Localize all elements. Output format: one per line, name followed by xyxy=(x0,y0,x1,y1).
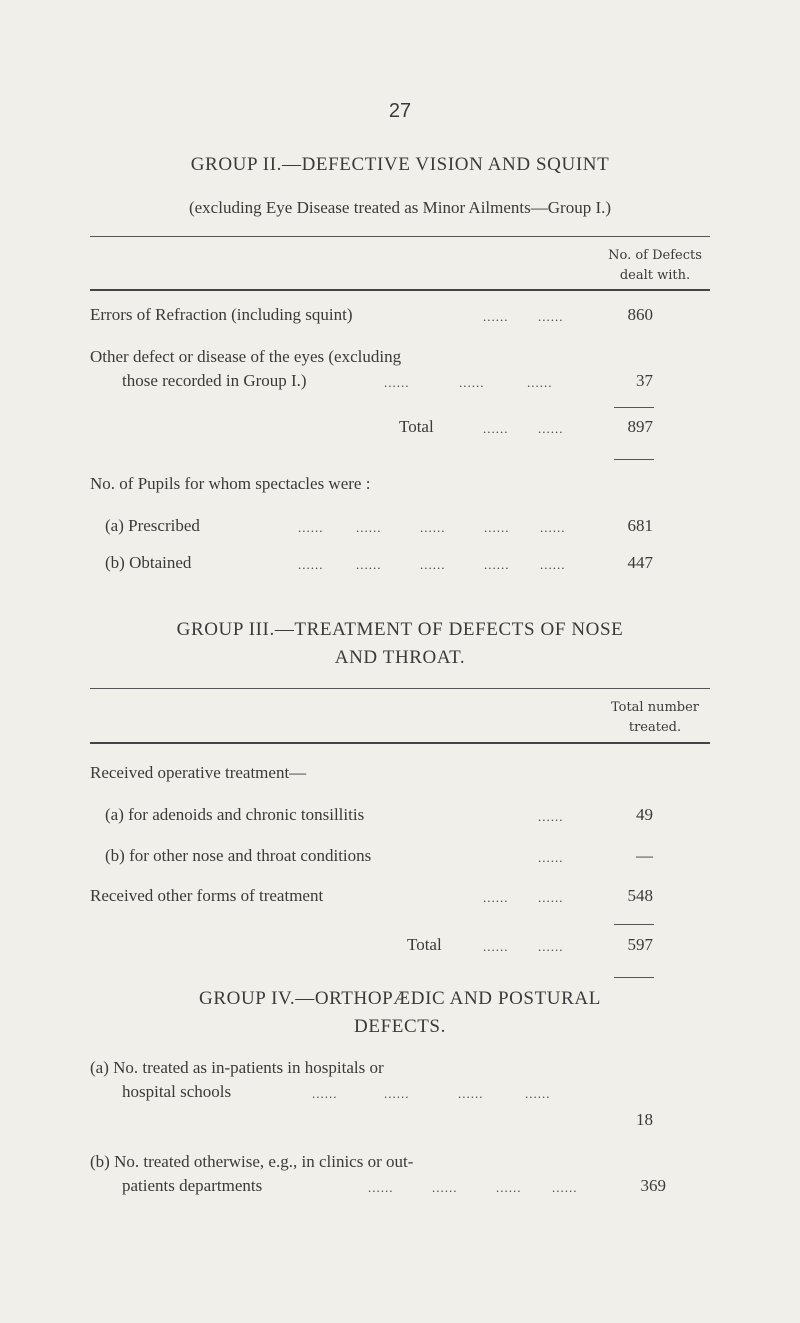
leader-dots: ...... xyxy=(484,557,510,572)
group3-title-line-2: AND THROAT. xyxy=(334,647,466,668)
table-top-rule xyxy=(90,236,710,237)
page-number: 27 xyxy=(388,100,412,122)
sum-rule xyxy=(614,407,654,408)
table-header-rule xyxy=(90,742,710,744)
table-top-rule xyxy=(90,688,710,689)
row-value: 447 xyxy=(627,553,653,572)
group2-subtitle: (excluding Eye Disease treated as Minor Ailments—Group I.) xyxy=(188,198,612,217)
leader-dots: ...... xyxy=(298,520,324,535)
total-value: 897 xyxy=(627,417,653,436)
leader-dots: ...... xyxy=(525,1086,551,1101)
leader-dots: ...... xyxy=(356,557,382,572)
leader-dots: ...... xyxy=(540,557,566,572)
leader-dots: ...... xyxy=(483,309,509,324)
row-label: (b) No. treated otherwise, e.g., in clinics or out- xyxy=(90,1152,414,1171)
leader-dots: ...... xyxy=(538,890,564,905)
leader-dots: ...... xyxy=(552,1180,578,1195)
column-header-line-1: No. of Defects xyxy=(608,248,702,263)
leader-dots: ...... xyxy=(384,375,410,390)
sum-rule xyxy=(614,924,654,925)
leader-dots: ...... xyxy=(527,375,553,390)
leader-dots: ...... xyxy=(484,520,510,535)
leader-dots: ...... xyxy=(420,557,446,572)
row-label: patients departments xyxy=(122,1176,263,1195)
leader-dots: ...... xyxy=(483,890,509,905)
leader-dots: ...... xyxy=(538,939,564,954)
spectacles-label: No. of Pupils for whom spectacles were : xyxy=(90,474,371,493)
row-label: (a) for adenoids and chronic tonsillitis xyxy=(105,805,365,824)
leader-dots: ...... xyxy=(538,309,564,324)
total-value: 597 xyxy=(627,935,653,954)
row-value: 49 xyxy=(636,805,653,824)
row-label: Other defect or disease of the eyes (excluding xyxy=(90,347,402,366)
leader-dots: ...... xyxy=(356,520,382,535)
leader-dots: ...... xyxy=(538,421,564,436)
leader-dots: ...... xyxy=(540,520,566,535)
row-label: those recorded in Group I.) xyxy=(122,371,307,390)
row-label: Received other forms of treatment xyxy=(90,886,324,905)
leader-dots: ...... xyxy=(298,557,324,572)
total-rule xyxy=(614,459,654,460)
leader-dots: ...... xyxy=(538,809,564,824)
row-label: (b) for other nose and throat conditions xyxy=(105,846,372,865)
group3-title: GROUP III.—TREATMENT OF DEFECTS OF NOSE xyxy=(176,619,624,640)
leader-dots: ...... xyxy=(459,375,485,390)
total-rule xyxy=(614,977,654,978)
row-label: hospital schools xyxy=(122,1082,232,1101)
row-label: Received operative treatment— xyxy=(90,763,307,782)
row-value: 548 xyxy=(627,886,653,905)
leader-dots: ...... xyxy=(538,850,564,865)
leader-dots: ...... xyxy=(420,520,446,535)
row-label: Errors of Refraction (including squint) xyxy=(90,305,353,324)
leader-dots: ...... xyxy=(483,421,509,436)
group2-title: GROUP II.—DEFECTIVE VISION AND SQUINT xyxy=(190,154,610,175)
table-header-rule xyxy=(90,289,710,291)
leader-dots: ...... xyxy=(483,939,509,954)
row-value: 681 xyxy=(627,516,653,535)
column-header-line-1: Total number xyxy=(610,700,700,715)
total-label: Total xyxy=(399,417,434,436)
row-value: 369 xyxy=(640,1176,666,1195)
row-label: (a) Prescribed xyxy=(105,516,200,535)
leader-dots: ...... xyxy=(432,1180,458,1195)
row-label: (a) No. treated as in-patients in hospitals or xyxy=(90,1058,384,1077)
leader-dots: ...... xyxy=(384,1086,410,1101)
group4-title-line-2: DEFECTS. xyxy=(354,1016,446,1037)
row-value: 18 xyxy=(636,1110,653,1129)
leader-dots: ...... xyxy=(368,1180,394,1195)
leader-dots: ...... xyxy=(458,1086,484,1101)
column-header-line-2: treated. xyxy=(628,720,682,735)
column-header-line-2: dealt with. xyxy=(619,268,691,283)
row-label: (b) Obtained xyxy=(105,553,192,572)
total-label: Total xyxy=(407,935,442,954)
group4-title: GROUP IV.—ORTHOPÆDIC AND POSTURAL xyxy=(199,988,601,1009)
column-header xyxy=(590,698,720,738)
leader-dots: ...... xyxy=(496,1180,522,1195)
row-value: — xyxy=(636,846,653,865)
leader-dots: ...... xyxy=(312,1086,338,1101)
column-header xyxy=(590,246,720,286)
row-value: 860 xyxy=(627,305,653,324)
row-value: 37 xyxy=(636,371,653,390)
